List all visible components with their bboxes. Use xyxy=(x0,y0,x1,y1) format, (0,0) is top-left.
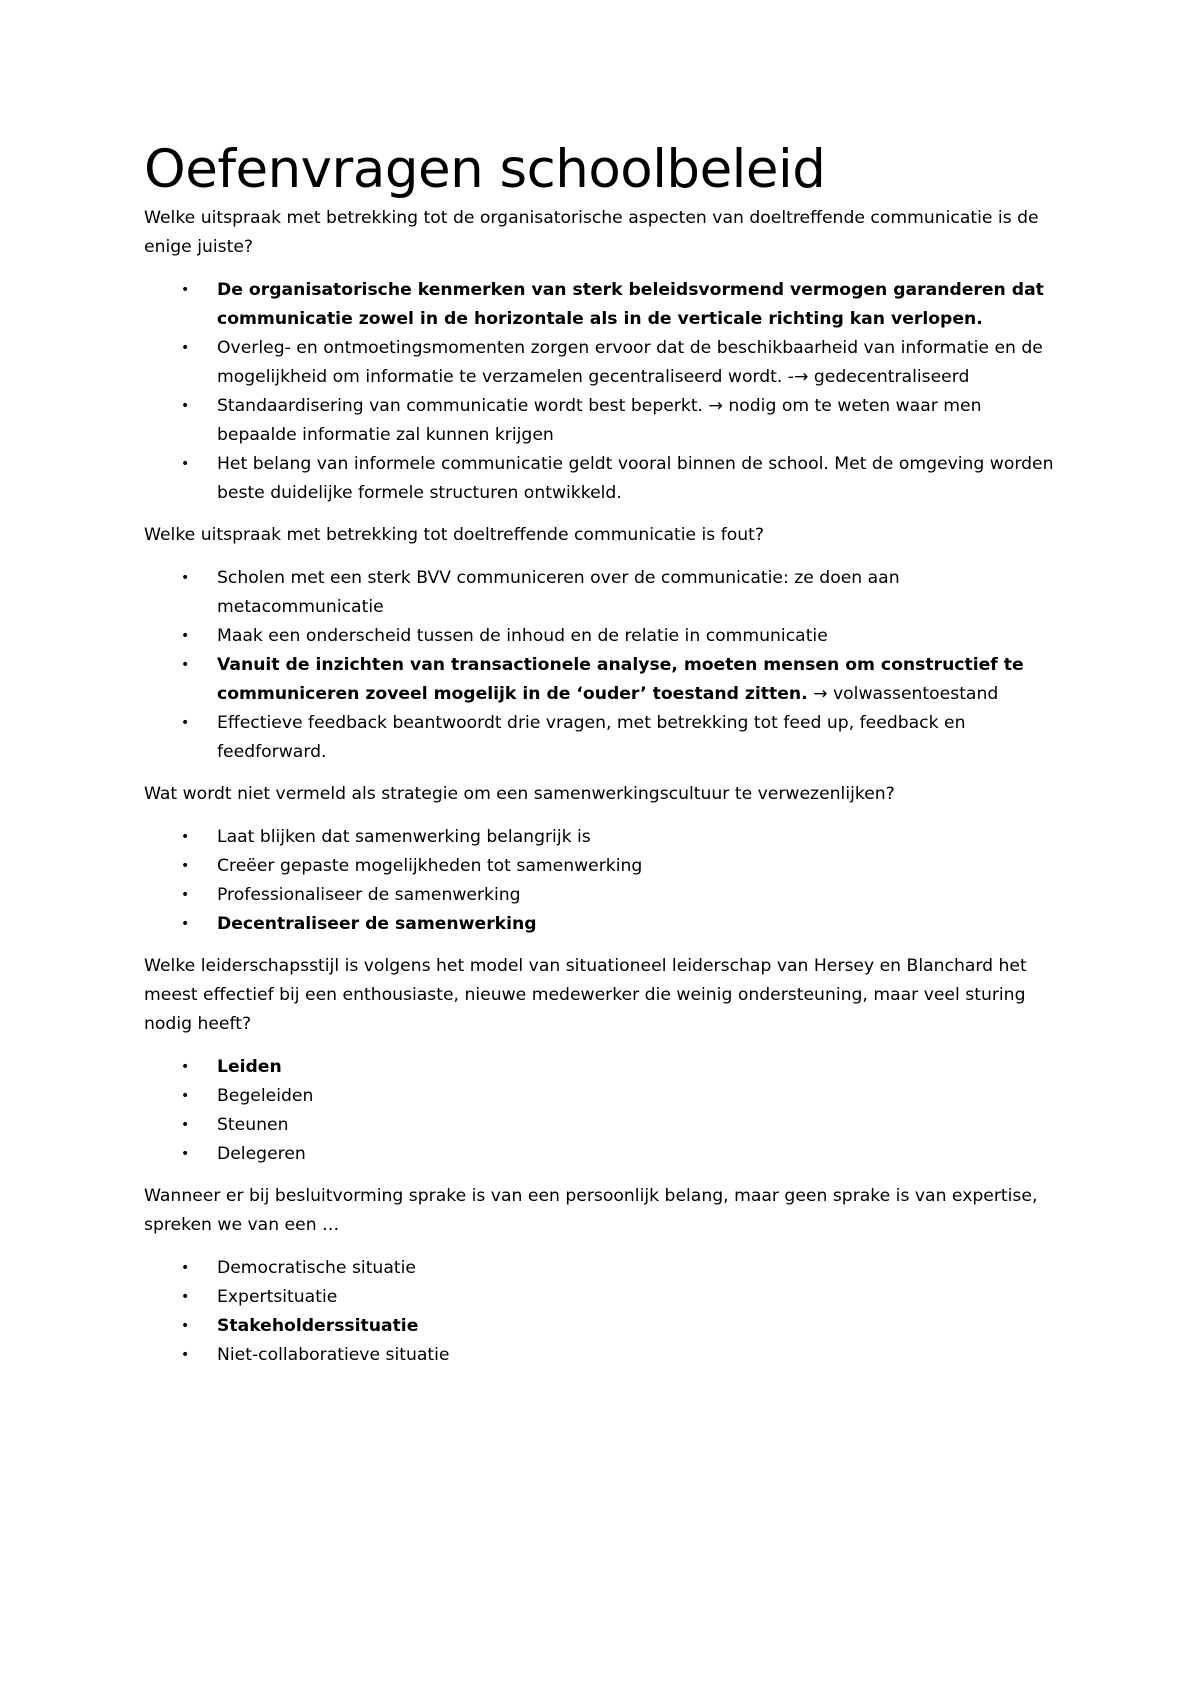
answer-option xyxy=(144,1111,1064,1140)
answer-text: Delegeren xyxy=(217,1144,306,1164)
answer-list xyxy=(144,1254,1064,1370)
bullet-icon: • xyxy=(181,887,190,903)
answer-option xyxy=(144,1082,1064,1111)
question-block xyxy=(144,952,1064,1169)
answer-text: Creëer gepaste mogelijkheden tot samenwerking xyxy=(217,856,643,876)
answer-option xyxy=(144,709,1064,767)
answer-text: Expertsituatie xyxy=(217,1287,338,1307)
answer-text: Stakeholderssituatie xyxy=(217,1316,419,1336)
answer-list xyxy=(144,1053,1064,1169)
answer-text: Begeleiden xyxy=(217,1086,314,1106)
answer-text: Niet-collaboratieve situatie xyxy=(217,1345,450,1365)
answer-option-correct xyxy=(144,910,1064,939)
answer-list xyxy=(144,276,1064,508)
answer-text: Steunen xyxy=(217,1115,289,1135)
answer-option xyxy=(144,392,1064,450)
page-title: Oefenvragen schoolbeleid xyxy=(144,139,826,200)
bullet-icon: • xyxy=(181,398,190,414)
bullet-icon: • xyxy=(181,1347,190,1363)
bullet-icon: • xyxy=(181,340,190,356)
answer-option-correct xyxy=(144,651,1064,709)
bullet-icon: • xyxy=(181,282,190,298)
bullet-icon: • xyxy=(181,1146,190,1162)
document-page xyxy=(144,138,1064,1383)
answer-text: Democratische situatie xyxy=(217,1258,416,1278)
answer-text: Leiden xyxy=(217,1057,282,1077)
answer-list xyxy=(144,823,1064,939)
answer-text: Effectieve feedback beantwoordt drie vragen, met betrekking tot feed up, feedback en feedforward. xyxy=(217,713,966,762)
question-block xyxy=(144,204,1064,508)
answer-text: Overleg- en ontmoetingsmomenten zorgen ervoor dat de beschikbaarheid van informatie en de mogelijkheid om informatie te verzamelen gecentraliseerd wordt. - xyxy=(217,338,1043,387)
question-block xyxy=(144,521,1064,767)
question-block xyxy=(144,1182,1064,1370)
bullet-icon: • xyxy=(181,1088,190,1104)
bullet-icon: • xyxy=(181,715,190,731)
answer-option xyxy=(144,450,1064,508)
answer-text: De organisatorische kenmerken van sterk beleidsvormend vermogen garanderen dat communicatie zowel in de horizontale als in de verticale richting kan verlopen. xyxy=(217,280,1044,329)
answer-list xyxy=(144,564,1064,767)
answer-option-correct xyxy=(144,1312,1064,1341)
bullet-icon: • xyxy=(181,1117,190,1133)
question-block xyxy=(144,780,1064,939)
bullet-icon: • xyxy=(181,456,190,472)
answer-note: → nodig om te weten waar men bepaalde informatie zal kunnen krijgen xyxy=(217,396,982,445)
bullet-icon: • xyxy=(181,1260,190,1276)
answer-text: Standaardisering van communicatie wordt best beperkt. xyxy=(217,396,704,416)
question-text: Wat wordt niet vermeld als strategie om een samenwerkingscultuur te verwezenlijken? xyxy=(144,784,895,804)
answer-option xyxy=(144,622,1064,651)
answer-note: → volwassentoestand xyxy=(807,684,999,704)
answer-text: Professionaliseer de samenwerking xyxy=(217,885,521,905)
answer-option xyxy=(144,881,1064,910)
question-text: Welke uitspraak met betrekking tot de organisatorische aspecten van doeltreffende communicatie is de enige juiste? xyxy=(144,208,1039,257)
answer-note: → gedecentraliseerd xyxy=(794,367,970,387)
answer-text: Maak een onderscheid tussen de inhoud en de relatie in communicatie xyxy=(217,626,828,646)
bullet-icon: • xyxy=(181,1289,190,1305)
answer-option-correct xyxy=(144,1053,1064,1082)
bullet-icon: • xyxy=(181,1059,190,1075)
answer-text: Vanuit de inzichten van transactionele analyse, moeten mensen om constructief te communiceren zoveel mogelijk in de ‘ouder’ toestand zitten. xyxy=(217,655,1024,704)
bullet-icon: • xyxy=(181,829,190,845)
answer-text: Het belang van informele communicatie geldt vooral binnen de school. Met de omgeving worden beste duidelijke formele structuren ontwikkeld. xyxy=(217,454,1054,503)
answer-option xyxy=(144,1341,1064,1370)
bullet-icon: • xyxy=(181,570,190,586)
question-text: Wanneer er bij besluitvorming sprake is van een persoonlijk belang, maar geen sprake is van expertise, spreken we van een … xyxy=(144,1186,1038,1235)
bullet-icon: • xyxy=(181,628,190,644)
answer-text: Laat blijken dat samenwerking belangrijk is xyxy=(217,827,591,847)
bullet-icon: • xyxy=(181,916,190,932)
answer-text: Decentraliseer de samenwerking xyxy=(217,914,537,934)
bullet-icon: • xyxy=(181,858,190,874)
question-text: Welke leiderschapsstijl is volgens het model van situationeel leiderschap van Hersey en Blanchard het meest effectief bij een enthousiaste, nieuwe medewerker die weinig ondersteuning, maar veel sturing nodig heeft? xyxy=(144,956,1027,1034)
answer-option xyxy=(144,823,1064,852)
bullet-icon: • xyxy=(181,657,190,673)
answer-option xyxy=(144,852,1064,881)
answer-option xyxy=(144,1254,1064,1283)
question-text: Welke uitspraak met betrekking tot doeltreffende communicatie is fout? xyxy=(144,525,765,545)
bullet-icon: • xyxy=(181,1318,190,1334)
answer-text: Scholen met een sterk BVV communiceren over de communicatie: ze doen aan metacommunicatie xyxy=(217,568,900,617)
answer-option xyxy=(144,1283,1064,1312)
answer-option xyxy=(144,334,1064,392)
answer-option-correct xyxy=(144,276,1064,334)
answer-option xyxy=(144,564,1064,622)
answer-option xyxy=(144,1140,1064,1169)
